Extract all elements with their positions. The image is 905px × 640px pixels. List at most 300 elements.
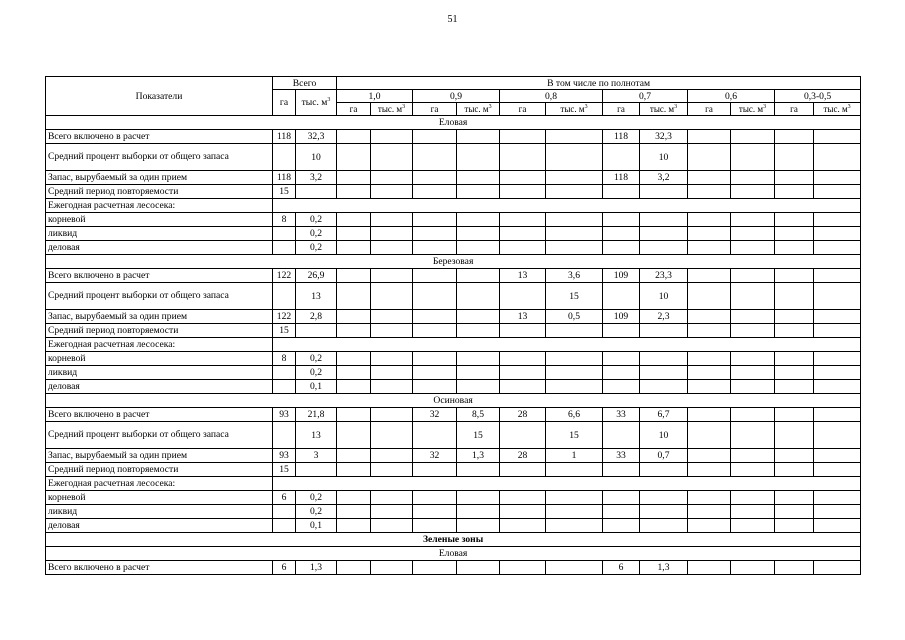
felling-table	[45, 76, 861, 575]
data-cell: 8	[273, 213, 296, 227]
unit-ha-header: га	[500, 103, 546, 116]
data-cell	[775, 310, 814, 324]
data-cell	[371, 408, 413, 422]
table-row	[46, 380, 861, 394]
data-cell	[500, 213, 546, 227]
data-cell	[457, 352, 500, 366]
data-cell	[337, 227, 371, 241]
table-row	[46, 310, 861, 324]
data-cell: 33	[603, 408, 640, 422]
data-cell	[688, 185, 731, 199]
data-cell	[731, 505, 775, 519]
unit-ha-header: га	[775, 103, 814, 116]
row-label: корневой	[46, 213, 273, 227]
data-cell	[603, 324, 640, 338]
density-header: 0,7	[603, 90, 688, 103]
data-cell: 118	[273, 130, 296, 144]
data-cell	[337, 310, 371, 324]
data-cell	[731, 144, 775, 171]
data-cell	[688, 380, 731, 394]
data-cell: 6	[273, 561, 296, 575]
table-row	[46, 561, 861, 575]
data-cell	[337, 269, 371, 283]
table-row	[46, 171, 861, 185]
data-cell	[413, 519, 457, 533]
unit-ha-header: га	[337, 103, 371, 116]
data-cell	[640, 352, 688, 366]
density-header: 0,3-0,5	[775, 90, 861, 103]
data-cell	[775, 269, 814, 283]
data-cell: 1,3	[457, 449, 500, 463]
density-header: 0,9	[413, 90, 500, 103]
data-cell	[371, 561, 413, 575]
data-cell	[814, 269, 861, 283]
data-cell	[371, 380, 413, 394]
data-cell	[413, 241, 457, 255]
data-cell	[413, 185, 457, 199]
unit-thous-header: тыс. $м^3$	[457, 103, 500, 116]
data-cell	[371, 310, 413, 324]
data-cell: 3,2	[296, 171, 337, 185]
table-row	[46, 352, 861, 366]
data-cell: 32	[413, 449, 457, 463]
data-cell	[371, 144, 413, 171]
data-cell	[457, 227, 500, 241]
data-cell: 2,3	[640, 310, 688, 324]
data-cell: 32,3	[640, 130, 688, 144]
data-cell	[775, 213, 814, 227]
data-cell: 6	[273, 491, 296, 505]
data-cell	[775, 130, 814, 144]
data-cell	[413, 422, 457, 449]
row-label: Средний процент выборки от общего запаса	[46, 422, 273, 449]
row-label: Ежегодная расчетная лесосека:	[46, 199, 273, 213]
data-cell	[413, 561, 457, 575]
data-cell	[603, 380, 640, 394]
row-label: Запас, вырубаемый за один прием	[46, 310, 273, 324]
row-label: Средний период повторяемости	[46, 185, 273, 199]
section-title: Осиновая	[46, 394, 861, 408]
data-cell: 6	[603, 561, 640, 575]
data-cell	[731, 241, 775, 255]
data-cell	[457, 171, 500, 185]
data-cell	[814, 144, 861, 171]
data-cell	[603, 505, 640, 519]
data-cell	[296, 324, 337, 338]
data-cell	[731, 310, 775, 324]
data-cell	[371, 463, 413, 477]
data-cell: 32	[413, 408, 457, 422]
data-cell	[775, 171, 814, 185]
data-cell: 1,3	[296, 561, 337, 575]
row-label: Всего включено в расчет	[46, 408, 273, 422]
data-cell	[775, 352, 814, 366]
data-cell	[775, 422, 814, 449]
data-cell	[775, 366, 814, 380]
data-cell	[457, 505, 500, 519]
data-cell	[688, 366, 731, 380]
data-cell	[337, 491, 371, 505]
data-cell: 93	[273, 408, 296, 422]
data-cell	[688, 324, 731, 338]
data-cell	[688, 352, 731, 366]
data-cell	[814, 241, 861, 255]
data-cell	[296, 185, 337, 199]
data-cell	[731, 269, 775, 283]
data-cell: 13	[296, 283, 337, 310]
data-cell	[457, 324, 500, 338]
data-cell	[546, 227, 603, 241]
data-cell: 15	[546, 422, 603, 449]
row-label: корневой	[46, 352, 273, 366]
table-row	[46, 199, 861, 213]
data-cell	[273, 227, 296, 241]
data-cell: 13	[500, 310, 546, 324]
section-title-row	[46, 533, 861, 547]
data-cell	[337, 519, 371, 533]
data-cell: 6,7	[640, 408, 688, 422]
data-cell	[413, 283, 457, 310]
data-cell: 21,8	[296, 408, 337, 422]
data-cell	[731, 227, 775, 241]
data-cell: 8,5	[457, 408, 500, 422]
row-label: Ежегодная расчетная лесосека:	[46, 338, 273, 352]
data-cell	[457, 366, 500, 380]
data-cell	[371, 352, 413, 366]
data-cell	[500, 491, 546, 505]
data-cell	[546, 519, 603, 533]
data-cell: 0,2	[296, 491, 337, 505]
section-title: Еловая	[46, 116, 861, 130]
data-cell	[603, 491, 640, 505]
data-cell: 0,5	[546, 310, 603, 324]
data-cell: 15	[273, 463, 296, 477]
data-cell	[273, 366, 296, 380]
table-row	[46, 185, 861, 199]
data-cell	[814, 491, 861, 505]
data-cell: 28	[500, 408, 546, 422]
data-cell: 6,6	[546, 408, 603, 422]
section-title-row	[46, 394, 861, 408]
table-row	[46, 283, 861, 310]
table-row	[46, 213, 861, 227]
data-cell	[603, 227, 640, 241]
data-cell	[500, 241, 546, 255]
data-cell	[731, 519, 775, 533]
table-row	[46, 144, 861, 171]
data-cell	[603, 144, 640, 171]
row-label: ликвид	[46, 505, 273, 519]
data-cell	[413, 227, 457, 241]
data-cell	[603, 185, 640, 199]
data-cell: 0,2	[296, 366, 337, 380]
unit-thous-header: тыс. $м^3$	[371, 103, 413, 116]
data-cell	[688, 171, 731, 185]
table-row	[46, 269, 861, 283]
data-cell	[731, 213, 775, 227]
data-cell: 122	[273, 310, 296, 324]
empty-span-cell	[273, 477, 861, 491]
data-cell	[688, 269, 731, 283]
row-label: Всего включено в расчет	[46, 130, 273, 144]
table-row	[46, 477, 861, 491]
row-label: корневой	[46, 491, 273, 505]
data-cell	[413, 324, 457, 338]
data-cell	[337, 463, 371, 477]
data-cell: 109	[603, 269, 640, 283]
row-label: Всего включено в расчет	[46, 269, 273, 283]
data-cell	[688, 422, 731, 449]
data-cell	[731, 380, 775, 394]
data-cell: 15	[457, 422, 500, 449]
data-cell	[775, 505, 814, 519]
data-cell	[500, 519, 546, 533]
table-row	[46, 491, 861, 505]
data-cell	[731, 561, 775, 575]
data-cell	[640, 463, 688, 477]
data-cell	[337, 171, 371, 185]
data-cell: 118	[603, 130, 640, 144]
data-cell	[688, 283, 731, 310]
data-cell	[371, 283, 413, 310]
data-cell	[337, 324, 371, 338]
data-cell	[731, 463, 775, 477]
data-cell	[546, 130, 603, 144]
data-cell	[731, 283, 775, 310]
density-header: 0,8	[500, 90, 603, 103]
data-cell	[273, 519, 296, 533]
row-label: Запас, вырубаемый за один прием	[46, 171, 273, 185]
data-cell	[640, 227, 688, 241]
data-cell	[500, 422, 546, 449]
data-cell	[731, 491, 775, 505]
data-cell	[457, 269, 500, 283]
data-cell: 33	[603, 449, 640, 463]
data-cell: 23,3	[640, 269, 688, 283]
data-cell: 118	[603, 171, 640, 185]
data-cell	[775, 449, 814, 463]
data-cell	[413, 505, 457, 519]
data-cell	[640, 366, 688, 380]
data-cell	[413, 310, 457, 324]
data-cell	[640, 380, 688, 394]
data-cell	[337, 130, 371, 144]
indicators-header: Показатели	[46, 77, 273, 116]
data-cell: 10	[640, 422, 688, 449]
data-cell	[371, 491, 413, 505]
data-cell	[413, 171, 457, 185]
data-cell	[457, 463, 500, 477]
data-cell	[546, 171, 603, 185]
data-cell	[688, 408, 731, 422]
total-header: Всего	[273, 77, 337, 90]
data-cell	[457, 144, 500, 171]
data-cell: 10	[640, 144, 688, 171]
data-cell	[413, 144, 457, 171]
green-zones-title: Зеленые зоны	[46, 533, 861, 547]
data-cell	[546, 324, 603, 338]
data-cell	[603, 463, 640, 477]
table-row	[46, 324, 861, 338]
data-cell: 0,2	[296, 352, 337, 366]
data-cell: 0,2	[296, 227, 337, 241]
data-cell	[775, 519, 814, 533]
data-cell	[457, 213, 500, 227]
data-cell	[413, 463, 457, 477]
total-thous-header: тыс. $м^3$	[296, 90, 337, 116]
data-cell: 109	[603, 310, 640, 324]
data-cell	[688, 144, 731, 171]
data-cell	[775, 144, 814, 171]
data-cell	[546, 491, 603, 505]
data-cell	[688, 130, 731, 144]
table-row	[46, 366, 861, 380]
density-header: 0,6	[688, 90, 775, 103]
table-row	[46, 422, 861, 449]
data-cell	[640, 185, 688, 199]
data-cell	[688, 227, 731, 241]
data-cell	[775, 561, 814, 575]
table-row	[46, 463, 861, 477]
data-cell	[688, 213, 731, 227]
data-cell	[546, 505, 603, 519]
data-cell	[500, 561, 546, 575]
data-cell: 1,3	[640, 561, 688, 575]
data-cell	[500, 227, 546, 241]
data-cell	[688, 491, 731, 505]
data-cell	[273, 241, 296, 255]
data-cell	[731, 130, 775, 144]
data-cell	[337, 366, 371, 380]
data-cell: 32,3	[296, 130, 337, 144]
data-cell	[273, 144, 296, 171]
data-cell	[413, 380, 457, 394]
data-cell	[337, 561, 371, 575]
table-row	[46, 130, 861, 144]
unit-thous-header: тыс. $м^3$	[814, 103, 861, 116]
data-cell	[731, 352, 775, 366]
data-cell	[337, 241, 371, 255]
data-cell: 10	[296, 144, 337, 171]
unit-ha-header: га	[603, 103, 640, 116]
data-cell	[814, 449, 861, 463]
data-cell	[413, 269, 457, 283]
data-cell	[546, 366, 603, 380]
data-cell	[640, 213, 688, 227]
unit-ha-header: га	[413, 103, 457, 116]
row-label: Средний период повторяемости	[46, 463, 273, 477]
data-cell	[337, 352, 371, 366]
table-row	[46, 241, 861, 255]
page-number: 51	[447, 14, 458, 25]
data-cell: 3,2	[640, 171, 688, 185]
data-cell	[337, 185, 371, 199]
empty-span-cell	[273, 338, 861, 352]
data-cell	[603, 213, 640, 227]
data-cell	[775, 185, 814, 199]
data-cell: 15	[273, 185, 296, 199]
row-label: деловая	[46, 380, 273, 394]
unit-thous-header: тыс. $м^3$	[546, 103, 603, 116]
data-cell: 13	[296, 422, 337, 449]
data-cell: 0,2	[296, 213, 337, 227]
row-label: Средний процент выборки от общего запаса	[46, 283, 273, 310]
data-cell	[688, 463, 731, 477]
data-cell	[546, 144, 603, 171]
row-label: Запас, вырубаемый за один прием	[46, 449, 273, 463]
data-cell	[731, 408, 775, 422]
data-cell	[457, 283, 500, 310]
data-cell	[688, 310, 731, 324]
data-cell	[500, 505, 546, 519]
table-row	[46, 449, 861, 463]
row-label: ликвид	[46, 227, 273, 241]
data-cell	[337, 380, 371, 394]
data-cell	[814, 213, 861, 227]
data-cell: 26,9	[296, 269, 337, 283]
data-cell	[457, 130, 500, 144]
data-cell	[814, 352, 861, 366]
data-cell	[371, 241, 413, 255]
data-cell: 118	[273, 171, 296, 185]
data-cell	[603, 352, 640, 366]
data-cell	[731, 324, 775, 338]
data-cell	[546, 213, 603, 227]
data-cell	[775, 491, 814, 505]
data-cell	[688, 449, 731, 463]
data-cell	[775, 408, 814, 422]
data-cell: 3	[296, 449, 337, 463]
data-cell	[640, 491, 688, 505]
by-density-header: В том числе по полнотам	[337, 77, 861, 90]
data-cell	[603, 366, 640, 380]
data-cell	[371, 449, 413, 463]
data-cell	[371, 366, 413, 380]
data-cell	[371, 324, 413, 338]
table-row	[46, 227, 861, 241]
data-cell	[337, 408, 371, 422]
data-cell	[457, 380, 500, 394]
data-cell	[413, 213, 457, 227]
unit-ha-header: га	[688, 103, 731, 116]
row-label: деловая	[46, 519, 273, 533]
data-cell	[546, 561, 603, 575]
data-cell: 10	[640, 283, 688, 310]
data-cell	[273, 380, 296, 394]
row-label: деловая	[46, 241, 273, 255]
data-cell: 13	[500, 269, 546, 283]
data-cell	[337, 505, 371, 519]
data-cell	[371, 227, 413, 241]
data-cell: 8	[273, 352, 296, 366]
data-cell	[500, 185, 546, 199]
data-cell	[775, 324, 814, 338]
data-cell	[371, 185, 413, 199]
unit-thous-header: тыс. $м^3$	[640, 103, 688, 116]
data-cell	[546, 352, 603, 366]
data-cell	[814, 505, 861, 519]
data-cell	[731, 171, 775, 185]
data-cell	[731, 366, 775, 380]
data-cell	[688, 241, 731, 255]
data-cell	[337, 213, 371, 227]
data-cell	[603, 283, 640, 310]
data-cell	[688, 505, 731, 519]
data-cell: 0,2	[296, 505, 337, 519]
data-cell: 0,7	[640, 449, 688, 463]
data-cell: 28	[500, 449, 546, 463]
data-cell	[413, 491, 457, 505]
